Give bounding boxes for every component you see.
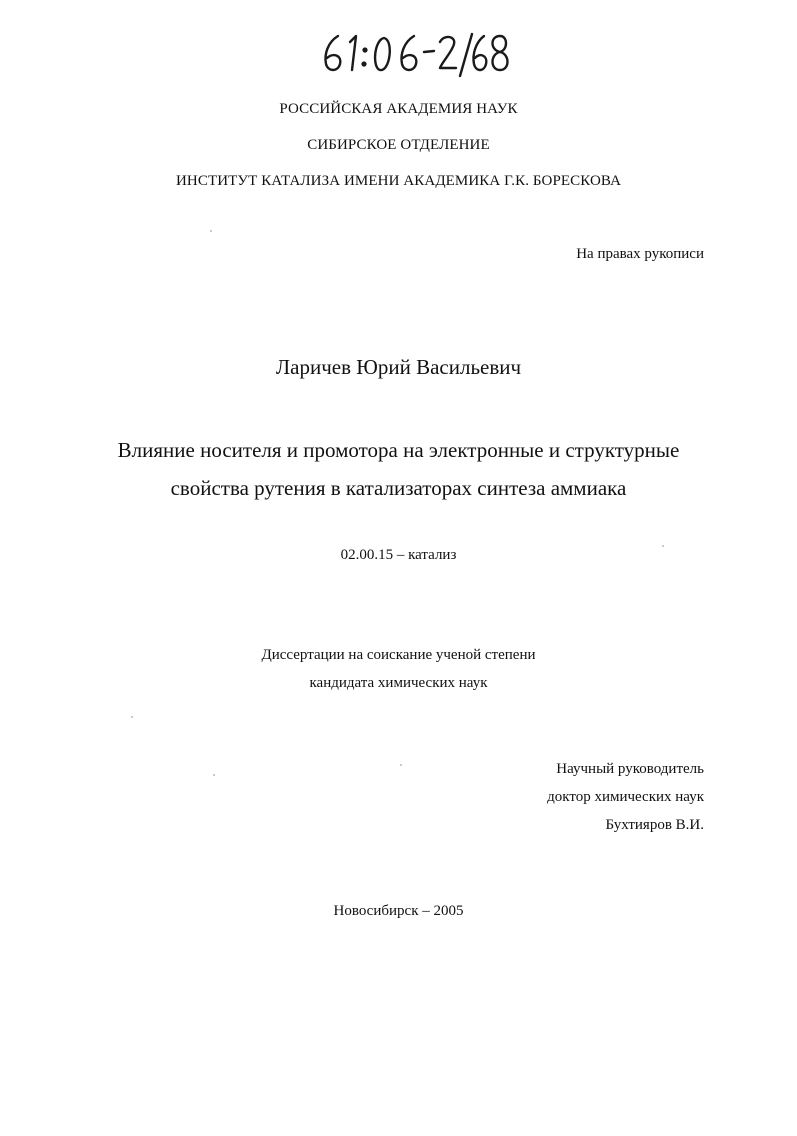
institute-heading: ИНСТИТУТ КАТАЛИЗА ИМЕНИ АКАДЕМИКА Г.К. БОРЕСКОВА	[175, 173, 622, 189]
handwritten-archive-number	[310, 28, 510, 78]
scan-speck	[213, 774, 215, 776]
degree-line-1: Диссертации на соискание ученой степени	[261, 647, 536, 663]
dissertation-title-line-1: Влияние носителя и промотора на электронные и структурные	[117, 438, 680, 462]
scan-speck	[131, 716, 133, 718]
manuscript-note: На правах рукописи	[576, 246, 704, 262]
scan-speck	[662, 545, 664, 547]
degree-line-2: кандидата химических наук	[309, 675, 488, 691]
scan-speck	[210, 230, 212, 232]
academy-heading: РОССИЙСКАЯ АКАДЕМИЯ НАУК	[279, 101, 518, 117]
scan-speck	[400, 764, 402, 766]
supervisor-name: Бухтияров В.И.	[605, 817, 704, 833]
place-and-year: Новосибирск – 2005	[333, 903, 464, 919]
handwritten-archive-number-drawing	[310, 28, 510, 78]
dissertation-title-line-2: свойства рутения в катализаторах синтеза аммиака	[170, 476, 627, 500]
supervisor-degree: доктор химических наук	[547, 789, 704, 805]
supervisor-label: Научный руководитель	[556, 761, 704, 777]
specialty-code: 02.00.15 – катализ	[340, 547, 457, 563]
branch-heading: СИБИРСКОЕ ОТДЕЛЕНИЕ	[307, 137, 490, 153]
author-name: Ларичев Юрий Васильевич	[275, 355, 522, 379]
